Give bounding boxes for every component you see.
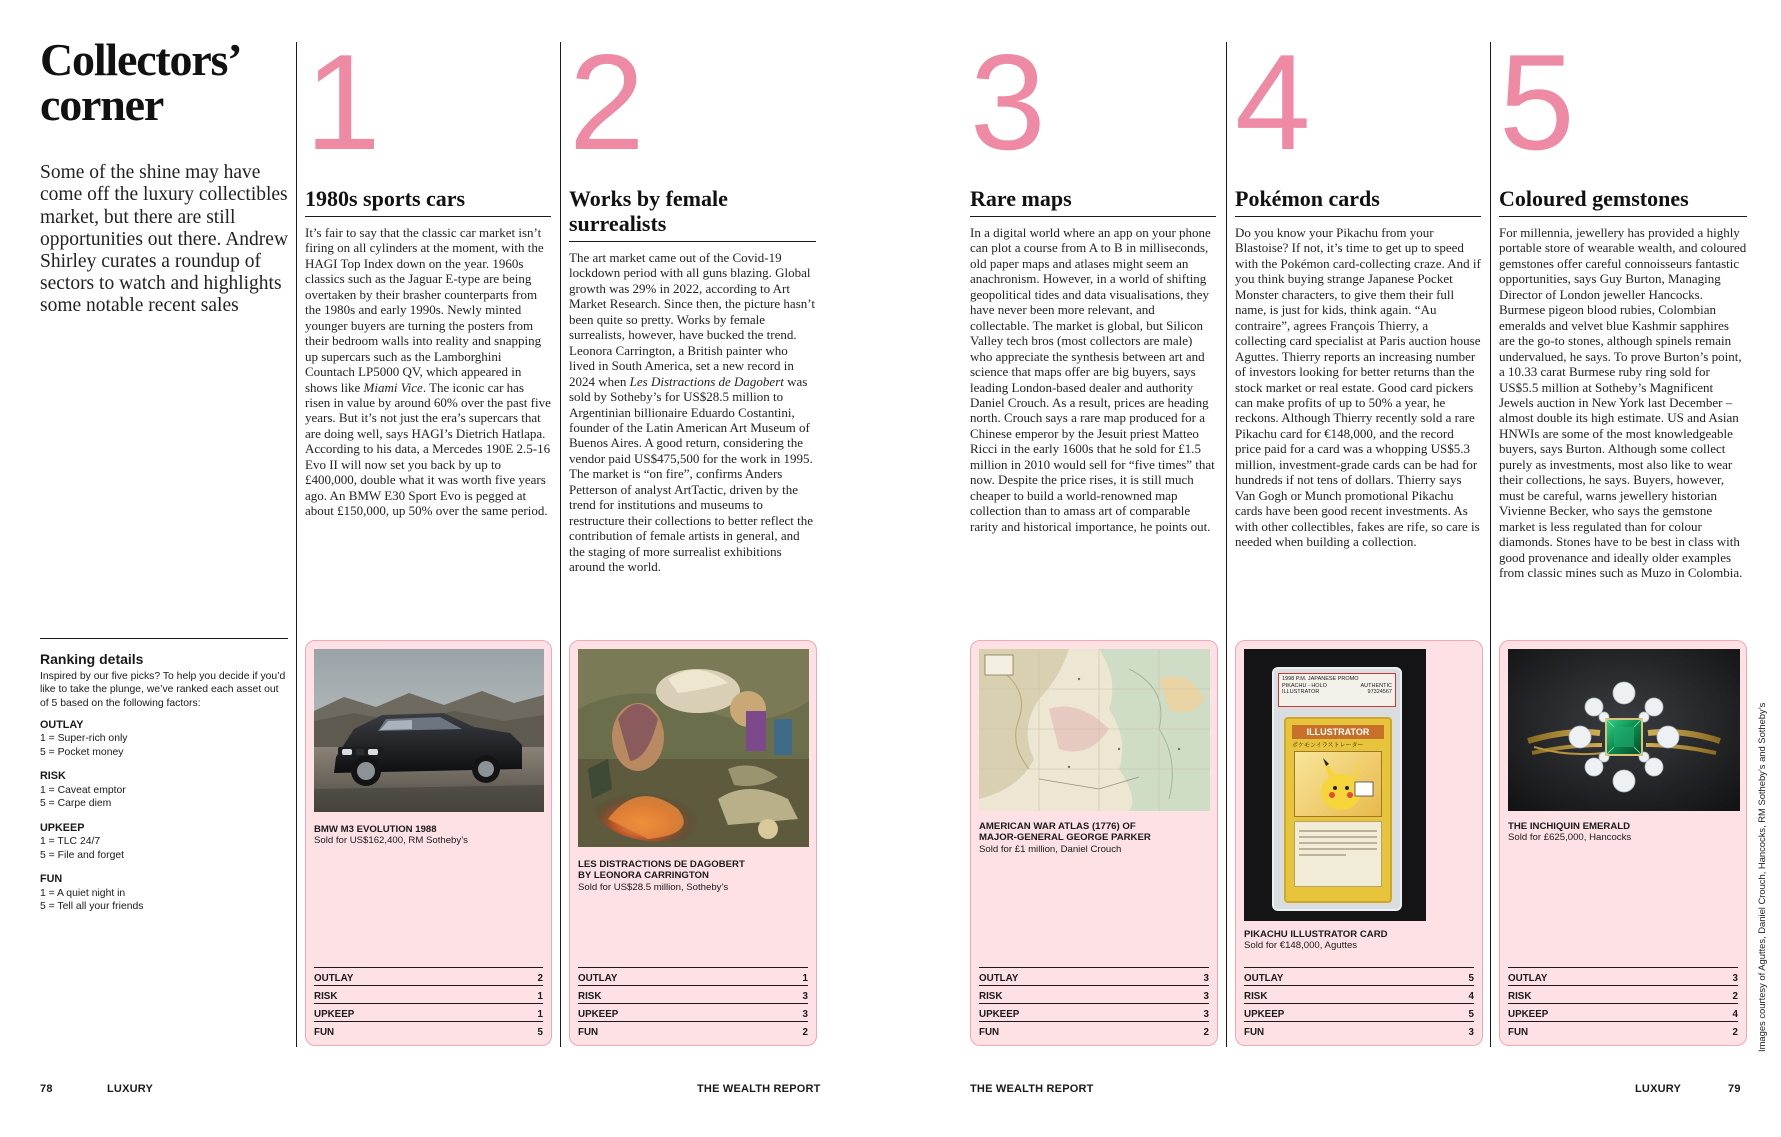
- section-sports-cars: [305, 26, 551, 519]
- score-value: 1: [802, 973, 808, 984]
- caption-sale: Sold for US$162,400, RM Sotheby’s: [314, 835, 468, 847]
- score-value: 3: [1732, 973, 1738, 984]
- score-label: FUN: [1508, 1027, 1529, 1038]
- pikachu-card-photo: [1244, 649, 1426, 921]
- score-label: UPKEEP: [979, 1009, 1020, 1020]
- card-caption: [578, 859, 745, 893]
- section-body: [569, 250, 816, 575]
- section-heading: Coloured gemstones: [1499, 186, 1747, 217]
- section-heading: Rare maps: [970, 186, 1216, 217]
- score-row-outlay: [578, 967, 808, 985]
- factor-low: 1 = Super-rich only: [40, 733, 128, 745]
- slab-grade: AUTHENTIC: [1360, 682, 1392, 689]
- footer-page-number-left: 78: [40, 1083, 53, 1095]
- score-value: 5: [1468, 1009, 1474, 1020]
- card-text-line: [1299, 854, 1346, 856]
- score-row-fun: [314, 1021, 543, 1039]
- factor-high: 5 = Carpe diem: [40, 798, 112, 810]
- score-row-risk: [578, 985, 808, 1003]
- caption-sale: Sold for £1 million, Daniel Crouch: [979, 843, 1122, 855]
- page-title-line-2: corner: [40, 78, 164, 130]
- factor-risk: [40, 770, 288, 811]
- score-value: 4: [1732, 1009, 1738, 1020]
- standfirst: Some of the shine may have come off the luxury collectibles market, but there are still opportunities out there. Andrew Shirley curates a roundup of sectors to watch and highlights some notable recent sales: [40, 162, 289, 317]
- score-row-outlay: [1508, 967, 1738, 985]
- card-female-surrealists: [569, 640, 817, 1046]
- score-label: RISK: [578, 991, 602, 1002]
- score-table: [979, 967, 1209, 1039]
- score-row-upkeep: [1508, 1003, 1738, 1021]
- section-number: 1: [305, 26, 378, 178]
- score-value: 2: [1203, 1027, 1209, 1038]
- caption-title: THE INCHIQUIN EMERALD: [1508, 821, 1631, 832]
- factor-outlay: [40, 719, 288, 760]
- score-label: RISK: [314, 991, 338, 1002]
- score-value: 5: [537, 1027, 543, 1038]
- factor-name: RISK: [40, 770, 66, 783]
- card-caption: [979, 821, 1151, 855]
- score-value: 3: [802, 1009, 808, 1020]
- score-row-outlay: [1244, 967, 1474, 985]
- card-caption: [1508, 821, 1631, 844]
- section-body: [305, 225, 551, 519]
- score-label: RISK: [1244, 991, 1268, 1002]
- footer-section-left: LUXURY: [107, 1083, 154, 1095]
- graded-slab: [1272, 667, 1402, 911]
- score-table: [578, 967, 808, 1039]
- page-title: [40, 34, 292, 130]
- card-banner: ILLUSTRATOR: [1292, 725, 1384, 739]
- score-value: 1: [537, 991, 543, 1002]
- score-row-upkeep: [314, 1003, 543, 1021]
- section-pokemon-cards: [1235, 26, 1481, 550]
- section-rare-maps: [970, 26, 1216, 534]
- section-body: Do you know your Pikachu from your Blastoise? If not, it’s time to get up to speed with the Pokémon card-collecting craze. And if you think buying strange Japanese Pocket Monster characters, to give them their full name, is just for kids, think again. “Au contraire”, agrees François Thierry, a collecting card specialist at Paris auction house Aguttes. Thierry reports an increasing number of investors looking for better returns than the stock market or real estate. Good card pickers can make profits of up to 50% a year, he reckons. Although Thierry recently sold a rare Pikachu card for €148,000, and the record price paid for a card was a whopping US$5.3 million, investment-grade cards can be had for hundreds if not tens of dollars. Thierry says Van Gogh or Munch promotional Pikachu cards have been good recent investments. As with other collectibles, fakes are rife, so care is needed when building a collection.: [1235, 225, 1481, 550]
- card-text-block: [1294, 821, 1382, 887]
- column-divider: [1226, 42, 1227, 1047]
- footer-page-number-right: 79: [1728, 1083, 1741, 1095]
- factor-fun: [40, 873, 288, 914]
- inchiquin-emerald-photo: [1508, 649, 1740, 811]
- body-italic: Miami Vice: [363, 379, 423, 395]
- page-title-line-1: Collectors’: [40, 34, 242, 85]
- slab-label: [1278, 673, 1396, 707]
- card-rare-maps: [970, 640, 1218, 1046]
- ranking-heading: Ranking details: [40, 651, 144, 667]
- section-number: 5: [1499, 26, 1572, 178]
- footer-section-right: LUXURY: [1635, 1083, 1682, 1095]
- pokemon-card: [1284, 717, 1392, 903]
- section-heading: 1980s sports cars: [305, 186, 551, 217]
- score-label: OUTLAY: [1508, 973, 1548, 984]
- intro-column: [40, 34, 292, 318]
- card-caption: [1244, 929, 1388, 952]
- score-value: 2: [1732, 1027, 1738, 1038]
- score-value: 1: [537, 1009, 543, 1020]
- score-value: 3: [1203, 973, 1209, 984]
- score-row-risk: [1244, 985, 1474, 1003]
- score-label: UPKEEP: [578, 1009, 619, 1020]
- ranking-details: [40, 638, 288, 925]
- factor-name: FUN: [40, 873, 63, 886]
- score-value: 5: [1468, 973, 1474, 984]
- column-divider: [296, 42, 297, 1047]
- body-italic: Les Distractions de Dagobert: [629, 373, 784, 389]
- caption-title: BMW M3 EVOLUTION 1988: [314, 824, 437, 835]
- score-label: FUN: [314, 1027, 335, 1038]
- score-value: 3: [802, 991, 808, 1002]
- score-row-risk: [979, 985, 1209, 1003]
- war-atlas-map-image: [979, 649, 1210, 811]
- score-label: OUTLAY: [314, 973, 354, 984]
- caption-title: LES DISTRACTIONS DE DAGOBERT BY LEONORA CARRINGTON: [578, 859, 745, 882]
- score-label: FUN: [578, 1027, 599, 1038]
- footer-publication-left: THE WEALTH REPORT: [697, 1083, 821, 1095]
- slab-label-row: [1282, 689, 1392, 696]
- pikachu-icon: [1295, 752, 1382, 817]
- score-label: OUTLAY: [1244, 973, 1284, 984]
- slab-label-line: 1998 P.M. JAPANESE PROMO: [1282, 676, 1359, 682]
- section-number: 3: [970, 26, 1043, 178]
- score-row-risk: [314, 985, 543, 1003]
- slab-label-line: PIKACHU - HOLO: [1282, 682, 1327, 689]
- caption-title: PIKACHU ILLUSTRATOR CARD: [1244, 929, 1388, 940]
- column-divider: [1490, 42, 1491, 1047]
- section-number: 2: [569, 26, 642, 178]
- factor-name: OUTLAY: [40, 718, 84, 731]
- card-text-line: [1299, 836, 1377, 838]
- score-label: UPKEEP: [1508, 1009, 1549, 1020]
- score-row-upkeep: [979, 1003, 1209, 1021]
- section-coloured-gemstones: [1499, 26, 1747, 580]
- caption-sale: Sold for £625,000, Hancocks: [1508, 832, 1632, 844]
- bmw-m3-photo: [314, 649, 544, 812]
- score-table: [1508, 967, 1738, 1039]
- score-value: 3: [1468, 1027, 1474, 1038]
- section-body: For millennia, jewellery has provided a highly portable store of wearable wealth, and coloured gemstones offer careful connoisseurs fantastic opportunities, says Guy Burton, Managing Director of London jeweller Hancocks. Burmese pigeon blood rubies, Colombian emeralds and velvet blue Kashmir sapphires are the go-to stones, although spinels remain undervalued, he says. To prove Burton’s point, a 10.33 carat Burmese ruby ring sold for US$5.5 million at Sotheby’s Magnificent Jewels auction in New York last December – almost double its high estimate. US and Asian HNWIs are some of the most knowledgeable buyers, says Burton. Although some collect purely as investments, most also like to wear their collections, he says. Buyers, however, must be careful, warns jewellery historian Vivienne Becker, who says the gemstone market is less regulated than for colour diamonds. Stones have to be best in class with good provenance and ideally older examples from classic mines such as Muzo in Colombia.: [1499, 225, 1747, 580]
- caption-title: AMERICAN WAR ATLAS (1776) OF MAJOR-GENERAL GEORGE PARKER: [979, 821, 1151, 844]
- card-subtitle: ポケモンイラストレーター: [1292, 742, 1364, 749]
- score-value: 3: [1203, 1009, 1209, 1020]
- body-text: It’s fair to say that the classic car market isn’t firing on all cylinders at the moment, with the HAGI Top Index down on the year. 1960s classics such as the Jaguar E-type are being overtaken by their brasher counterparts from the 1980s and early 1990s. Newly minted younger buyers are turning the posters from their bedroom walls into reality and snapping up supercars such as the Lamborghini Countach LP5000 QV, which appeared in shows like: [305, 225, 544, 395]
- body-text: . The iconic car has risen in value by around 60% over the past five years. But it’s not just the era’s supercars that are doing well, says HAGI’s Dietrich Hatlapa. According to his data, a Mercedes 190E 2.5-16 Evo II will now set you back by up to £400,000, double what it was worth five years ago. An BMW E30 Sport Evo is pegged at about £150,000, up 50% over the same period.: [305, 379, 551, 519]
- score-label: OUTLAY: [979, 973, 1019, 984]
- factor-low: 1 = A quiet night in: [40, 887, 126, 899]
- score-value: 2: [537, 973, 543, 984]
- score-row-fun: [1244, 1021, 1474, 1039]
- score-row-fun: [1508, 1021, 1738, 1039]
- caption-sale: Sold for €148,000, Aguttes: [1244, 940, 1358, 952]
- carrington-painting-image: [578, 649, 809, 847]
- section-heading: Works by female surrealists: [569, 186, 816, 242]
- score-table: [1244, 967, 1474, 1039]
- score-row-outlay: [314, 967, 543, 985]
- card-text-line: [1299, 848, 1377, 850]
- slab-label-line: ILLUSTRATOR: [1282, 689, 1320, 695]
- score-row-upkeep: [1244, 1003, 1474, 1021]
- score-table: [314, 967, 543, 1039]
- factor-upkeep: [40, 822, 288, 863]
- factor-low: 1 = Caveat emptor: [40, 784, 126, 796]
- caption-sale: Sold for US$28.5 million, Sotheby’s: [578, 881, 729, 893]
- card-text-line: [1299, 830, 1377, 832]
- column-divider: [560, 42, 561, 1047]
- section-number: 4: [1235, 26, 1308, 178]
- image-credit: Images courtesy of Aguttes, Daniel Crouch, Hancocks, RM Sotheby’s and Sotheby’s: [1756, 702, 1767, 1052]
- score-label: RISK: [979, 991, 1003, 1002]
- factor-name: UPKEEP: [40, 821, 85, 834]
- score-row-fun: [979, 1021, 1209, 1039]
- card-pokemon-cards: [1235, 640, 1483, 1046]
- slab-cert: 97324567: [1367, 689, 1392, 695]
- score-label: RISK: [1508, 991, 1532, 1002]
- ranking-intro: Inspired by our five picks? To help you decide if you’d like to take the plunge, we’ve ranked each asset out of 5 based on the following factors:: [40, 671, 286, 709]
- score-value: 2: [802, 1027, 808, 1038]
- score-row-outlay: [979, 967, 1209, 985]
- score-value: 4: [1468, 991, 1474, 1002]
- card-sports-cars: [305, 640, 552, 1046]
- score-row-upkeep: [578, 1003, 808, 1021]
- factor-high: 5 = Pocket money: [40, 746, 124, 758]
- body-text: The art market came out of the Covid-19 lockdown period with all guns blazing. Global growth was 29% in 2022, according to Art Market Research. Since then, the picture hasn’t been quite so pretty. Works by female surrealists, however, have bucked the trend. Leonora Carrington, a British painter who lived in South America, set a new record in 2024 when: [569, 250, 815, 389]
- score-label: FUN: [1244, 1027, 1265, 1038]
- score-row-risk: [1508, 985, 1738, 1003]
- score-value: 3: [1203, 991, 1209, 1002]
- section-female-surrealists: [569, 26, 816, 575]
- factor-high: 5 = File and forget: [40, 849, 125, 861]
- score-label: UPKEEP: [314, 1009, 355, 1020]
- score-value: 2: [1732, 991, 1738, 1002]
- section-heading: Pokémon cards: [1235, 186, 1481, 217]
- score-label: UPKEEP: [1244, 1009, 1285, 1020]
- card-coloured-gemstones: [1499, 640, 1747, 1046]
- card-text-line: [1299, 842, 1377, 844]
- pikachu-art: [1294, 751, 1382, 817]
- score-label: OUTLAY: [578, 973, 618, 984]
- body-text: was sold by Sotheby’s for US$28.5 million to Argentinian billionaire Eduardo Costantini, founder of the Latin American Art Museum of Buenos Aires. A good return, considering the vendor paid US$475,500 for the work in 1995. The market is “on fire”, confirms Anders Petterson of analyst ArtTactic, driven by the trend for institutions and museums to restructure their collections to better reflect the contribution of female artists in general, and the staging of more surrealist exhibitions around the world.: [569, 373, 813, 575]
- score-row-fun: [578, 1021, 808, 1039]
- card-caption: [314, 824, 468, 847]
- score-label: FUN: [979, 1027, 1000, 1038]
- section-body: In a digital world where an app on your phone can plot a course from A to B in milliseconds, old paper maps and atlases might seem an anachronism. However, in a world of shifting geopolitical tides and data visualisations, they have never been more relevant, and collectable. The market is global, but Silicon Valley tech bros (most collectors are male) who appreciate the synthesis between art and science that maps offer are big buyers, says leading London-based dealer and authority Daniel Crouch. As a result, prices are heading north. Crouch says a rare map produced for a Chinese emperor by the Jesuit priest Matteo Ricci in the early 1600s that he sold for £1.5 million in 2010 would sell for “five times” that now. Despite the price rises, it is still much cheaper to build a world-renowned map collection than to amass art of comparable rarity and historical importance, he points out.: [970, 225, 1215, 534]
- footer-publication-right: THE WEALTH REPORT: [970, 1083, 1094, 1095]
- factor-high: 5 = Tell all your friends: [40, 901, 144, 913]
- factor-low: 1 = TLC 24/7: [40, 836, 101, 848]
